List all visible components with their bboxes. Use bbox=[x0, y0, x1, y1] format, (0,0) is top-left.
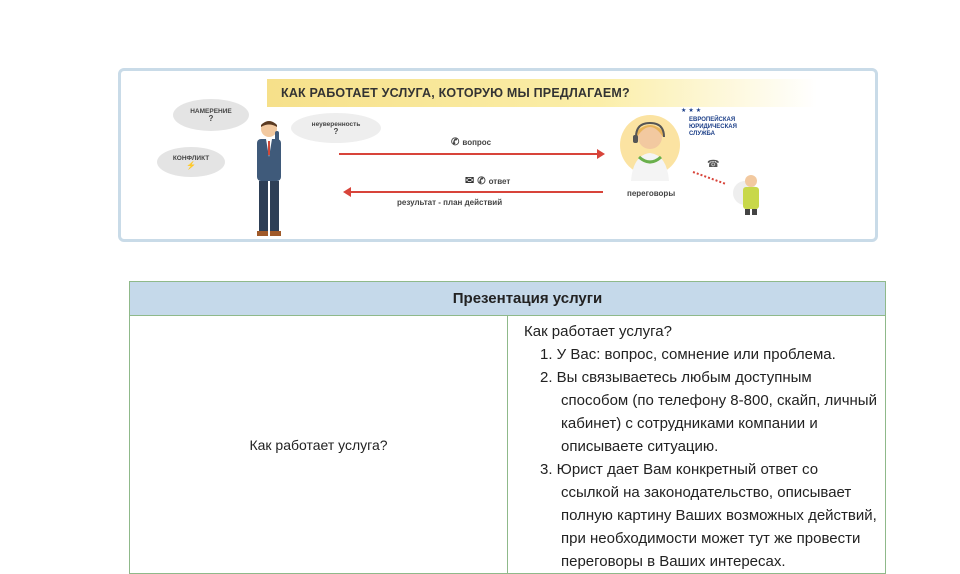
list-item: 1. У Вас: вопрос, сомнение или проблема. bbox=[540, 346, 836, 363]
row-label-cell bbox=[130, 316, 508, 574]
stars-icon: ★★★ bbox=[681, 108, 704, 114]
conflict-symbol: ⚡ bbox=[186, 160, 196, 170]
client-illustration bbox=[733, 171, 763, 215]
list-item: 2. Вы связываетесь любым доступным способом (по телефону 8-800, скайп, личный кабинет) с сотрудниками компании и описываете ситуацию. bbox=[540, 369, 877, 455]
answer-label: ответ bbox=[488, 177, 511, 186]
table-header bbox=[130, 282, 886, 316]
list-item: 3. Юрист дает Вам конкретный ответ со ссылкой на законодательство, описывает полную картину Ваших возможных действий, при необходимости может тут же провести переговоры в Ваших интересах. bbox=[540, 461, 877, 570]
phone-icon: ✆ bbox=[477, 176, 486, 187]
uncertainty-bubble bbox=[291, 113, 381, 143]
intention-label: НАМЕРЕНИЕ bbox=[190, 107, 232, 115]
table-header-row bbox=[130, 282, 886, 316]
result-label: результат - план действий bbox=[397, 198, 503, 207]
conflict-label: КОНФЛИКТ bbox=[172, 154, 210, 162]
table-header-text: Презентация услуги bbox=[452, 290, 603, 307]
question-label: вопрос bbox=[462, 138, 492, 147]
phone-icon: ✆ bbox=[451, 137, 460, 148]
ringing-phone-icon: ☎ bbox=[707, 159, 720, 170]
uncertainty-label: неуверенность bbox=[311, 120, 361, 128]
row-content-cell bbox=[508, 316, 886, 574]
envelope-icon: ✉ bbox=[465, 175, 475, 187]
content-intro: Как работает услуга? bbox=[524, 323, 672, 340]
businessman-illustration bbox=[251, 117, 287, 239]
question-label-wrap bbox=[451, 137, 491, 148]
negotiations-label: переговоры bbox=[627, 189, 676, 198]
banner-title: КАК РАБОТАЕТ УСЛУГА, КОТОРУЮ МЫ ПРЕДЛАГАЕМ? bbox=[267, 79, 817, 107]
operator-illustration bbox=[619, 111, 681, 185]
uncertainty-symbol: ? bbox=[333, 126, 339, 136]
answer-label-wrap bbox=[465, 174, 510, 187]
dotted-arrow bbox=[693, 171, 726, 185]
answer-arrow bbox=[347, 191, 603, 193]
table-row bbox=[130, 316, 886, 574]
question-arrow bbox=[339, 153, 603, 155]
conflict-bubble bbox=[157, 147, 225, 177]
service-presentation-table bbox=[129, 281, 886, 574]
intention-bubble bbox=[173, 99, 249, 131]
intention-symbol: ? bbox=[208, 113, 214, 123]
service-name: ЕВРОПЕЙСКАЯ ЮРИДИЧЕСКАЯ СЛУЖБА bbox=[689, 117, 737, 137]
infographic-banner bbox=[118, 68, 878, 242]
row-label: Как работает услуга? bbox=[249, 436, 388, 453]
